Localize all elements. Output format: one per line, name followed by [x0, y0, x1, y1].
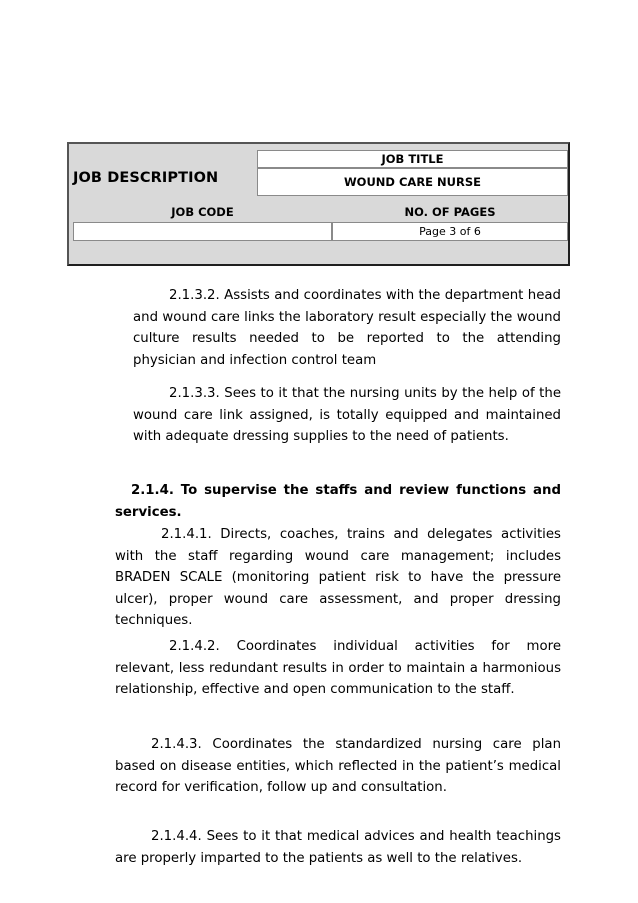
- paragraph-2-1-4-2: 2.1.4.2. Coordinates individual activities for more relevant, less redundant results in order to maintain a harmonious relationship, effective and open communication to the staff.: [115, 639, 561, 697]
- job-description-header-table: [67, 142, 570, 266]
- job-title-value: WOUND CARE NURSE: [257, 168, 568, 196]
- paragraph-2-1-4-1: 2.1.4.1. Directs, coaches, trains and delegates activities with the staff regarding wound care management; includes BRADEN SCALE (monitoring patient risk to have the pressure ulcer), proper wound care assessment, and proper dressing techniques.: [115, 527, 561, 628]
- job-description-label: JOB DESCRIPTION: [73, 170, 219, 186]
- pages-label: NO. OF PAGES: [404, 205, 496, 219]
- pages-value: Page 3 of 6: [332, 222, 568, 241]
- job-title-label: JOB TITLE: [257, 150, 568, 168]
- job-code-value: [73, 222, 332, 241]
- paragraph-2-1-4-4: 2.1.4.4. Sees to it that medical advices and health teachings are properly imparted to the patients as well to the relatives.: [115, 829, 561, 866]
- job-code-label: JOB CODE: [171, 205, 234, 219]
- paragraph-2-1-4-3: 2.1.4.3. Coordinates the standardized nursing care plan based on disease entities, which reflected in the patient’s medical record for verification, follow up and consultation.: [115, 737, 561, 795]
- paragraph-2-1-3-2: 2.1.3.2. Assists and coordinates with the department head and wound care links the laboratory result especially the wound culture results needed to be reported to the attending physician and infection control team: [133, 288, 561, 368]
- paragraph-2-1-3-3: 2.1.3.3. Sees to it that the nursing units by the help of the wound care link assigned, is totally equipped and maintained with adequate dressing supplies to the need of patients.: [133, 386, 561, 444]
- paragraph-2-1-4-heading: 2.1.4. To supervise the staffs and review functions and services.: [115, 483, 561, 520]
